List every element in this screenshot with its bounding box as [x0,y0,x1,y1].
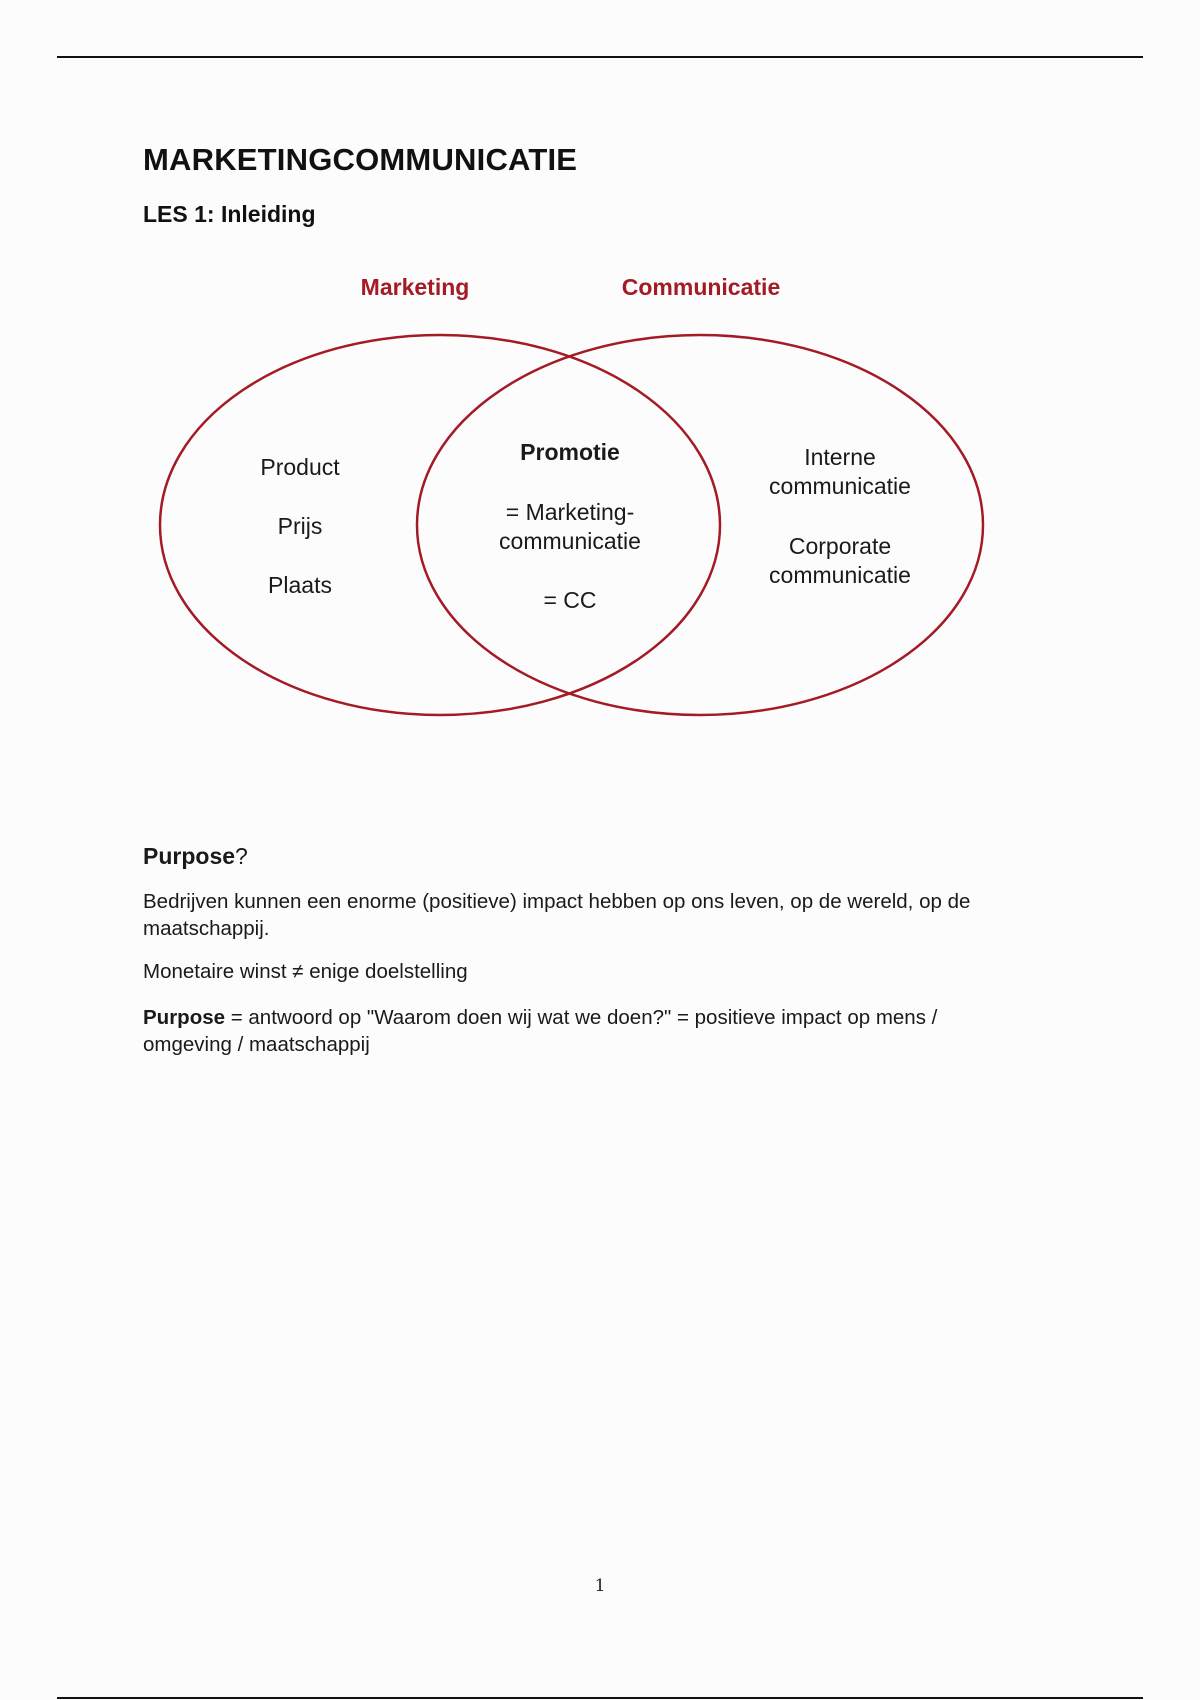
purpose-paragraph-3 [143,1004,1063,1058]
paragraph-line: omgeving / maatschappij [143,1033,370,1056]
purpose-heading-bold: Purpose [143,843,236,869]
venn-left-circle [160,335,720,715]
venn-right-set-title: Communicatie [621,274,781,300]
venn-left-item-product: Product [260,454,340,480]
venn-center-title: Promotie [520,439,620,465]
venn-right-item: Corporate [788,533,892,559]
venn-diagram [140,240,1010,760]
page-number: 1 [594,1576,606,1596]
paragraph-line: maatschappij. [143,917,270,940]
header-rule [57,56,1143,58]
venn-right-item: Interne [804,444,876,470]
paragraph-line: = antwoord op "Waarom doen wij wat we doen?" = positieve impact op mens / [225,1006,938,1029]
venn-right-item: communicatie [769,473,911,499]
document-title: MARKETINGCOMMUNICATIE [143,142,578,177]
paragraph-line: Bedrijven kunnen een enorme (positieve) impact hebben op ons leven, op de wereld, op de [143,890,971,913]
venn-right-item: communicatie [769,562,911,588]
purpose-heading-rest: ? [235,843,248,869]
paragraph-line: Monetaire winst ≠ enige doelstelling [143,960,468,983]
venn-center-line: = CC [543,587,597,613]
venn-left-item-prijs: Prijs [277,513,323,539]
venn-right-circle [417,335,983,715]
purpose-term: Purpose [143,1006,226,1029]
purpose-paragraph-1 [143,888,1063,942]
purpose-paragraph-2 [143,958,1063,985]
lesson-heading: LES 1: Inleiding [143,201,316,227]
venn-center-line: communicatie [499,528,641,554]
footer-rule [57,1697,1143,1699]
venn-left-set-title: Marketing [360,274,470,300]
venn-left-item-plaats: Plaats [268,572,332,598]
venn-center-line: = Marketing- [505,499,635,525]
purpose-heading [143,843,1063,870]
